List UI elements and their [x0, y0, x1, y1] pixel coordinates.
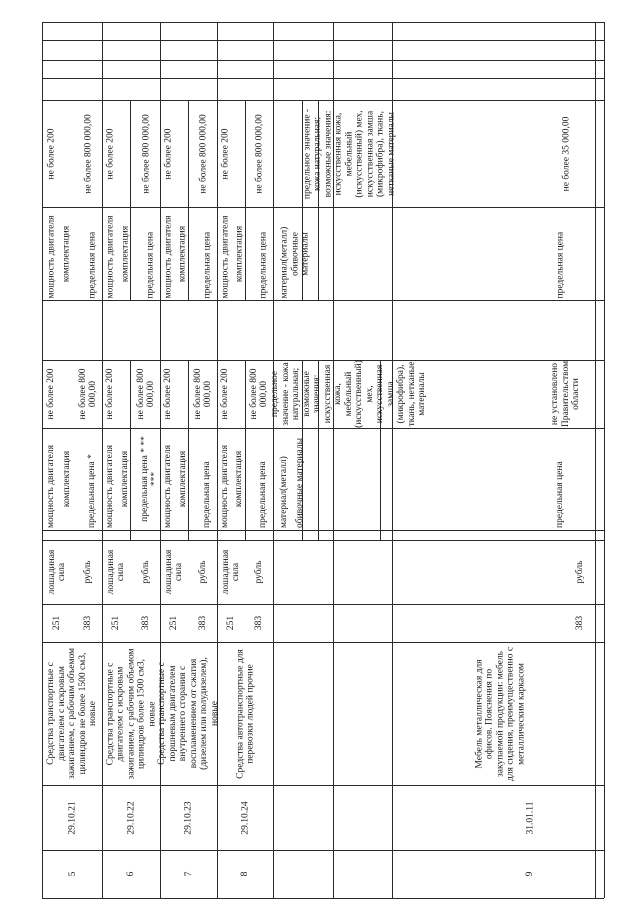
characteristic-text: предельная цена	[201, 461, 212, 528]
characteristic	[233, 209, 245, 298]
value	[76, 362, 100, 426]
row-number	[124, 852, 138, 896]
okei-code	[50, 606, 64, 640]
row-number-text: 6	[125, 871, 136, 877]
characteristic-text: предельная цена	[554, 461, 565, 528]
item-name	[157, 645, 220, 782]
okei-code-text: 383	[82, 615, 93, 631]
okei-code-text: 251	[225, 615, 236, 631]
unit-name-text: лошадиная сила	[163, 549, 184, 595]
value-text: предельное значение - кожа натуральная; возможные значения: искусственная кожа, мебельный (искусственный) мех, искусственная замша (микрофибра), ткань, нетканые материалы	[270, 360, 428, 428]
value-text: не более 200	[45, 368, 56, 420]
grid-line	[42, 22, 43, 898]
grid-line	[42, 850, 604, 851]
unit-name-text: рубль	[574, 560, 585, 584]
grid-line	[595, 22, 596, 898]
characteristic-text: мощность двигателя	[45, 445, 56, 528]
unit-name	[139, 542, 153, 602]
value-text: не более 200	[162, 128, 173, 179]
characteristic	[104, 430, 116, 528]
value	[104, 102, 116, 205]
characteristic	[45, 430, 57, 528]
characteristic-text: мощность двигателя	[219, 215, 230, 298]
grid-line	[102, 22, 103, 898]
value-text: не более 200	[104, 128, 115, 179]
characteristic-text: мощность двигателя	[162, 445, 173, 528]
characteristic	[278, 209, 290, 298]
characteristic	[61, 209, 73, 298]
grid-line	[42, 428, 604, 429]
value-text: не более 800 000,00	[192, 368, 213, 420]
characteristic-text: предельная цена	[201, 231, 212, 298]
row-number	[523, 852, 537, 896]
unit-name-text: лошадиная сила	[220, 549, 241, 595]
unit-name-text: лошадиная сила	[46, 549, 67, 595]
characteristic-text: обивочные материалы	[289, 231, 310, 276]
grid-line	[42, 540, 604, 541]
unit-name	[196, 542, 210, 602]
unit-name-text: рубль	[197, 560, 208, 584]
value	[162, 362, 174, 426]
characteristic-text: предельная цена	[554, 231, 565, 298]
characteristic	[256, 209, 270, 298]
row-number-text: 7	[183, 871, 194, 877]
characteristic-text: мощность двигателя	[104, 215, 115, 298]
characteristic	[553, 430, 567, 528]
characteristic	[177, 430, 189, 528]
value	[162, 102, 174, 205]
item-name-text: Средства транспортные с поршневым двигателем внутреннего сгорания с воспламенением от сжатия (дизелем или полудизелем), новые	[157, 657, 220, 770]
okei-code-text: 383	[197, 615, 208, 631]
value	[76, 102, 100, 205]
value-text: не более 800 000,00	[248, 368, 269, 420]
value	[134, 102, 158, 205]
value	[191, 362, 215, 426]
characteristic	[553, 209, 567, 298]
okpd-code	[182, 787, 196, 848]
unit-name	[104, 542, 128, 602]
grid-line	[42, 78, 604, 79]
okpd-code-text: 29.10.23	[183, 800, 194, 835]
value-text: не более 200	[104, 368, 115, 420]
value	[191, 102, 215, 205]
value-text: не более 200	[219, 128, 230, 179]
row-number-text: 5	[67, 871, 78, 877]
okei-code-text: 383	[574, 615, 585, 631]
characteristic	[200, 209, 214, 298]
item-name	[219, 645, 271, 782]
value-text: не более 800 000,00	[135, 368, 156, 420]
value	[45, 102, 57, 205]
grid-line	[42, 300, 604, 301]
characteristic-text: комплектация	[119, 450, 130, 508]
item-name	[104, 645, 158, 782]
characteristic	[162, 430, 174, 528]
value-text: не более 800 000,00	[197, 113, 208, 194]
characteristic	[104, 209, 116, 298]
characteristic-text: комплектация	[233, 450, 244, 508]
value-text: не более 800 000,00	[140, 113, 151, 194]
grid-line	[42, 898, 604, 899]
value-text: предельное значение - кожа натуральная; возможные значения: искусственная кожа, мебельный (искусственный) мех, искусственная замша (микрофибра), ткань, нетканые материалы	[301, 108, 396, 199]
characteristic-text: комплектация	[177, 225, 188, 282]
unit-name	[252, 542, 266, 602]
okei-code	[167, 606, 181, 640]
characteristic-text: комплектация	[233, 225, 244, 282]
characteristic	[119, 209, 131, 298]
characteristic	[233, 430, 245, 528]
value	[270, 360, 428, 428]
grid-line	[42, 40, 604, 41]
value	[45, 362, 57, 426]
value-text: не более 200	[45, 128, 56, 179]
characteristic-text: предельная цена	[86, 231, 97, 298]
characteristic	[139, 430, 160, 528]
okei-code	[252, 606, 266, 640]
item-name-text: Средства транспортные с двигателем с искровым зажиганием, с рабочим объемом цилиндров не более 1500 см3, новые	[46, 647, 99, 780]
grid-line	[42, 207, 604, 208]
characteristic	[143, 209, 157, 298]
characteristic-text: мощность двигателя	[219, 445, 230, 528]
characteristic	[294, 430, 306, 528]
characteristic-text: предельная цена * ** ***	[139, 436, 160, 522]
characteristic-text: обивочные материалы	[294, 438, 305, 528]
grid-line	[42, 604, 604, 605]
value	[301, 101, 397, 206]
characteristic	[219, 430, 231, 528]
item-name	[45, 645, 100, 782]
characteristic-text: предельная цена	[144, 231, 155, 298]
characteristic-text: материал(металл)	[278, 456, 289, 528]
value	[219, 102, 231, 205]
grid-line	[245, 360, 246, 540]
grid-line	[42, 530, 604, 531]
value-text: не более 800 000,00	[253, 113, 264, 194]
value	[247, 362, 271, 426]
okpd-code-text: 29.10.21	[67, 800, 78, 835]
value	[104, 362, 116, 426]
characteristic	[219, 209, 231, 298]
grid-line	[42, 60, 604, 61]
value-text: не более 800 000,00	[82, 113, 93, 194]
item-name-text: Мебель металлическая для офисов. Пояснения по закупаемой продукции: мебель для сидения, преимущественно с металлическим каркасом	[473, 646, 526, 781]
unit-name	[81, 542, 95, 602]
okpd-code-text: 29.10.22	[125, 800, 136, 835]
characteristic-text: комплектация	[177, 450, 188, 508]
characteristic	[45, 209, 57, 298]
value-text: не установлено Правительством области	[550, 360, 582, 428]
grid-line	[273, 22, 274, 898]
characteristic	[162, 209, 174, 298]
value-text: не более 200	[219, 368, 230, 420]
value	[134, 362, 158, 426]
unit-name	[162, 542, 186, 602]
value	[552, 102, 580, 205]
unit-name	[573, 542, 587, 602]
characteristic-text: мощность двигателя	[45, 215, 56, 298]
okei-code	[573, 606, 587, 640]
okpd-code	[66, 787, 80, 848]
okei-code-text: 251	[168, 615, 179, 631]
row-number	[238, 852, 252, 896]
okpd-code-text: 31.01.11	[524, 801, 535, 834]
characteristic	[61, 430, 73, 528]
grid-line	[604, 22, 605, 898]
unit-name-text: рубль	[140, 560, 151, 584]
row-number-text: 9	[524, 871, 535, 877]
row-number	[66, 852, 80, 896]
unit-name	[219, 542, 243, 602]
okei-code-text: 383	[140, 615, 151, 631]
characteristic	[289, 209, 310, 298]
characteristic-text: комплектация	[61, 225, 72, 282]
value	[552, 362, 580, 426]
characteristic	[85, 209, 99, 298]
characteristic-text: мощность двигателя	[162, 215, 173, 298]
characteristic-text: предельная цена *	[86, 454, 97, 528]
okei-code	[196, 606, 210, 640]
characteristic-text: предельная цена	[257, 461, 268, 528]
unit-name-text: лошадиная сила	[105, 549, 126, 595]
item-name-text: Средства транспортные с двигателем с искровым зажиганием, с рабочим объемом цилиндров более 1500 см3, новые	[104, 647, 157, 780]
characteristic	[200, 430, 214, 528]
row-number-text: 8	[239, 871, 250, 877]
characteristic	[256, 430, 270, 528]
value	[247, 102, 271, 205]
okei-code	[109, 606, 123, 640]
characteristic	[119, 430, 131, 528]
row-number	[182, 852, 196, 896]
characteristic-text: мощность двигателя	[104, 445, 115, 528]
okei-code	[81, 606, 95, 640]
grid-line	[42, 22, 604, 23]
okei-code-text: 251	[110, 615, 121, 631]
item-name-text: Средства автотранспортные для перевозки людей прочие	[234, 648, 255, 779]
value-text: не более 200	[162, 368, 173, 420]
characteristic-text: предельная цена	[257, 231, 268, 298]
grid-line	[42, 642, 604, 643]
okei-code-text: 251	[51, 615, 62, 631]
characteristic	[177, 209, 189, 298]
characteristic-text: комплектация	[61, 450, 72, 508]
characteristic-text: материал(металл)	[278, 226, 289, 298]
characteristic	[278, 430, 290, 528]
value-text: не более 800 000,00	[77, 368, 98, 420]
value-text: не более 35 000,00	[560, 116, 571, 191]
characteristic-text: комплектация	[119, 225, 130, 282]
okei-code-text: 383	[253, 615, 264, 631]
unit-name	[45, 542, 69, 602]
okpd-code	[523, 787, 537, 848]
okei-code	[139, 606, 153, 640]
item-name	[452, 646, 548, 781]
okpd-code	[238, 787, 252, 848]
unit-name-text: рубль	[82, 560, 93, 584]
characteristic	[85, 430, 99, 528]
okei-code	[224, 606, 238, 640]
okpd-code-text: 29.10.24	[239, 800, 250, 835]
unit-name-text: рубль	[253, 560, 264, 584]
okpd-code	[124, 787, 138, 848]
grid-line	[42, 785, 604, 786]
value	[219, 362, 231, 426]
